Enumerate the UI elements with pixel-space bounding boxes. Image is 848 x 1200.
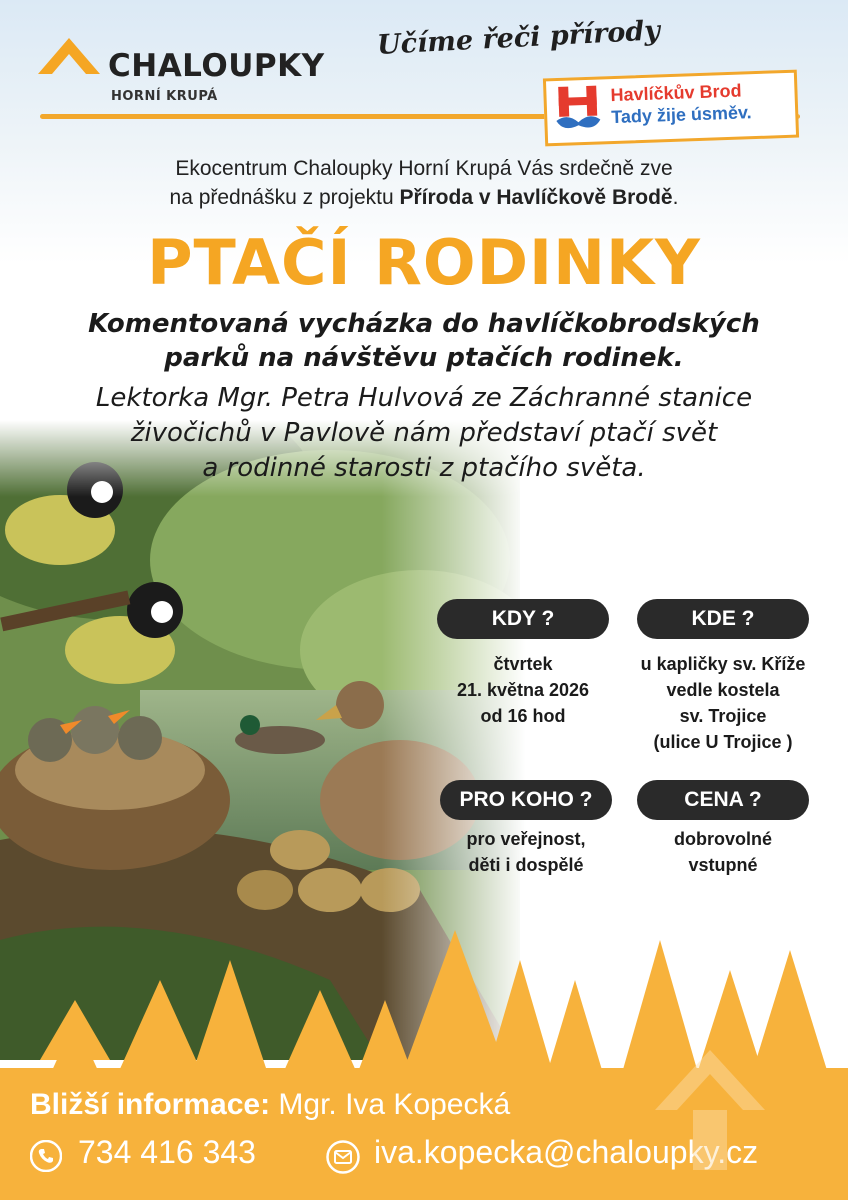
project-name: Příroda v Havlíčkově Brodě [399, 186, 673, 209]
where-label: KDE ? [637, 599, 809, 639]
invitation-text [0, 154, 848, 212]
invitation-prefix: na přednášku z projektu [169, 186, 400, 209]
audience-line-2: děti i dospělé [468, 855, 584, 875]
where-line-3: sv. Trojice [679, 706, 767, 726]
event-subtitle [0, 307, 848, 375]
mail-icon [326, 1140, 360, 1174]
phone-number[interactable]: 734 416 343 [78, 1134, 256, 1170]
audience-label: PRO KOHO ? [440, 780, 612, 820]
event-title: PTAČÍ RODINKY [147, 226, 701, 299]
price-line-1: dobrovolné [674, 829, 772, 849]
price-line-2: vstupné [688, 855, 758, 875]
when-details [427, 651, 619, 729]
where-details [612, 651, 834, 755]
when-label: KDY ? [437, 599, 609, 639]
email-address[interactable]: iva.kopecka@chaloupky.cz [374, 1134, 759, 1170]
lecture-line-1: Lektorka Mgr. Petra Hulvová ze Záchranné stanice [95, 383, 753, 413]
phone-icon [30, 1140, 62, 1172]
chaloupky-logo-icon [36, 34, 102, 100]
partner-tagline: Tady žije úsměv. [610, 102, 752, 128]
havlickuv-brod-logo-icon [552, 83, 604, 135]
lecture-description [0, 381, 848, 486]
audience-line-1: pro veřejnost, [466, 829, 586, 849]
price-details [627, 826, 819, 878]
where-line-4: (ulice U Trojice ) [653, 732, 793, 752]
logo-name: CHALOUPKY [108, 48, 325, 84]
lecture-line-2: živočichů v Pavlově nám představí ptačí svět [130, 418, 718, 448]
where-line-2: vedle kostela [666, 680, 780, 700]
contact-person: Mgr. Iva Kopecká [270, 1088, 511, 1121]
logo-place: HORNÍ KRUPÁ [111, 89, 218, 104]
contact-label-bold: Bližší informace: [30, 1088, 271, 1121]
when-day: čtvrtek [493, 654, 553, 674]
audience-details [430, 826, 622, 878]
when-time: od 16 hod [480, 706, 566, 726]
partner-badge [543, 70, 799, 147]
invitation-line-2 [0, 183, 848, 212]
partner-name: Havlíčkův Brod [610, 80, 742, 106]
lecture-line-3: a rodinné starosti z ptačího světa. [202, 453, 646, 483]
where-line-1: u kapličky sv. Kříže [640, 654, 806, 674]
invitation-suffix: . [672, 186, 679, 209]
invitation-line-1: Ekocentrum Chaloupky Horní Krupá Vás srdečně zve [175, 157, 673, 180]
subtitle-line-1: Komentovaná vycházka do havlíčkobrodských [88, 309, 760, 339]
price-label: CENA ? [637, 780, 809, 820]
subtitle-line-2: parků na návštěvu ptačích rodinek. [164, 343, 684, 373]
slogan: Učíme řeči přírody [376, 15, 661, 61]
contact-label [30, 1088, 510, 1122]
chaloupky-watermark-icon [655, 1050, 765, 1170]
when-date: 21. května 2026 [456, 680, 590, 700]
